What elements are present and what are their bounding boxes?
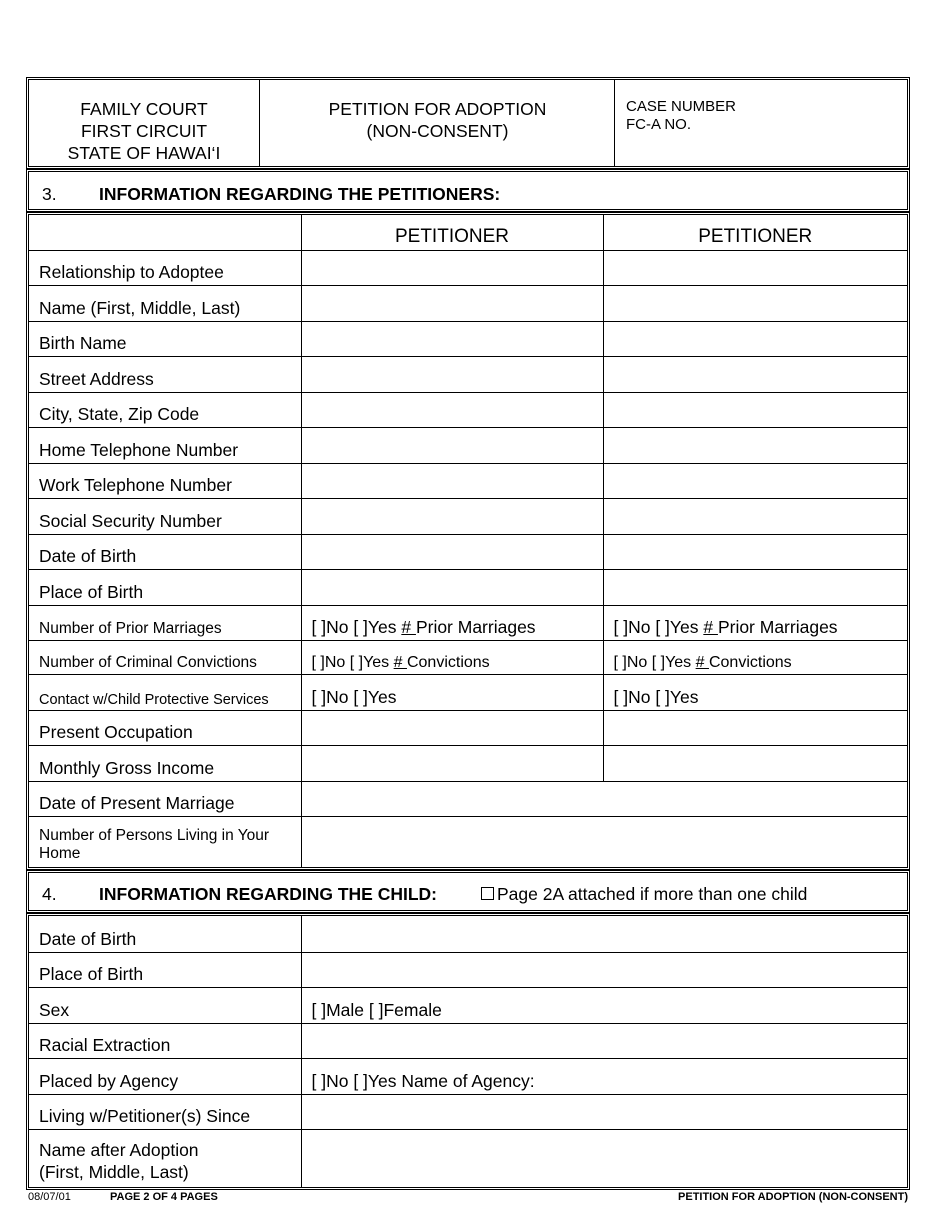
footer-form-name: PETITION FOR ADOPTION (NON-CONSENT) xyxy=(678,1191,908,1203)
petitioner-1-field[interactable] xyxy=(301,569,603,605)
table-row xyxy=(29,745,907,781)
count-blank[interactable]: # xyxy=(695,653,709,671)
yes-no-checkboxes[interactable]: [ ]No [ ]Yes xyxy=(613,653,696,671)
section-number: 3. xyxy=(42,184,57,204)
yes-no-checkboxes[interactable]: [ ]No [ ]Yes xyxy=(311,616,402,637)
petitioner-2-field[interactable] xyxy=(603,356,907,392)
petitioner-2-field[interactable] xyxy=(603,745,907,781)
row-label: Place of Birth xyxy=(29,569,301,605)
form-header xyxy=(26,77,910,169)
section-4-header xyxy=(26,870,910,913)
case-number-prefix: FC-A NO. xyxy=(626,116,692,133)
row-label: Racial Extraction xyxy=(29,1023,301,1058)
table-row xyxy=(29,710,907,745)
petitioners-table xyxy=(26,212,910,870)
row-label: Number of Persons Living in Your Home xyxy=(29,816,301,867)
court-line-1: FAMILY COURT xyxy=(80,99,208,119)
section-3-header xyxy=(26,169,910,212)
child-birth-date-field[interactable] xyxy=(301,916,907,952)
petitioner-1-header: PETITIONER xyxy=(301,215,603,250)
form-title-line-1: PETITION FOR ADOPTION xyxy=(328,99,547,119)
table-row xyxy=(29,1023,907,1058)
court-line-2: FIRST CIRCUIT xyxy=(80,121,208,141)
row-label: Sex xyxy=(29,987,301,1023)
petitioner-1-prior-marriages[interactable] xyxy=(301,605,603,640)
table-row xyxy=(29,605,907,640)
petitioner-1-field[interactable] xyxy=(301,427,603,463)
table-row xyxy=(29,1094,907,1129)
row-label: Number of Prior Marriages xyxy=(29,605,301,640)
table-row xyxy=(29,356,907,392)
row-label xyxy=(29,1129,301,1187)
petitioner-1-field[interactable] xyxy=(301,285,603,321)
table-row xyxy=(29,250,907,285)
case-number-label: CASE NUMBER xyxy=(626,98,737,115)
row-label: Social Security Number xyxy=(29,498,301,534)
placed-by-agency-options[interactable]: [ ]No [ ]Yes Name of Agency: xyxy=(301,1058,907,1094)
table-header-row xyxy=(29,215,907,250)
row-label: Name (First, Middle, Last) xyxy=(29,285,301,321)
petitioner-2-field[interactable] xyxy=(603,534,907,569)
table-row xyxy=(29,321,907,356)
petitioner-2-field[interactable] xyxy=(603,569,907,605)
court-line-3: STATE OF HAWAI‘I xyxy=(67,143,221,163)
attachment-note-text: Page 2A attached if more than one child xyxy=(497,884,808,904)
table-row xyxy=(29,1058,907,1094)
child-info-table xyxy=(26,913,910,1190)
petitioner-2-field[interactable] xyxy=(603,321,907,356)
petitioner-1-field[interactable] xyxy=(301,321,603,356)
petitioner-2-cps-contact[interactable]: [ ]No [ ]Yes xyxy=(603,674,907,710)
petitioner-1-cps-contact[interactable]: [ ]No [ ]Yes xyxy=(301,674,603,710)
count-blank[interactable]: # xyxy=(703,616,718,637)
row-label: Street Address xyxy=(29,356,301,392)
petitioner-1-convictions[interactable] xyxy=(301,640,603,674)
attachment-note[interactable] xyxy=(481,884,807,905)
table-row xyxy=(29,569,907,605)
unit-label: Convictions xyxy=(708,653,792,671)
petitioner-1-field[interactable] xyxy=(301,498,603,534)
page-indicator: PAGE 2 OF 4 PAGES xyxy=(110,1191,218,1203)
racial-extraction-field[interactable] xyxy=(301,1023,907,1058)
petitioner-1-field[interactable] xyxy=(301,392,603,427)
row-label: Home Telephone Number xyxy=(29,427,301,463)
row-label: Place of Birth xyxy=(29,952,301,987)
present-marriage-date-field[interactable] xyxy=(301,781,907,816)
petitioner-2-field[interactable] xyxy=(603,285,907,321)
table-row xyxy=(29,463,907,498)
petitioner-2-field[interactable] xyxy=(603,463,907,498)
row-label: Placed by Agency xyxy=(29,1058,301,1094)
row-label-line-1: Name after Adoption xyxy=(39,1140,199,1160)
page-footer xyxy=(28,1190,908,1206)
table-row xyxy=(29,816,907,867)
form-title-line-2: (NON-CONSENT) xyxy=(366,121,509,141)
child-birth-place-field[interactable] xyxy=(301,952,907,987)
petitioner-2-header: PETITIONER xyxy=(603,215,907,250)
row-label: Living w/Petitioner(s) Since xyxy=(29,1094,301,1129)
section-number: 4. xyxy=(42,884,57,904)
row-label-line-2: (First, Middle, Last) xyxy=(39,1162,189,1182)
yes-no-checkboxes[interactable]: [ ]No [ ]Yes xyxy=(613,616,704,637)
petitioner-1-field[interactable] xyxy=(301,710,603,745)
table-row xyxy=(29,987,907,1023)
section-title: INFORMATION REGARDING THE CHILD: xyxy=(99,884,437,904)
count-blank[interactable]: # xyxy=(401,616,416,637)
form-revision-date: 08/07/01 xyxy=(28,1191,71,1203)
row-label: Date of Present Marriage xyxy=(29,781,301,816)
row-label: City, State, Zip Code xyxy=(29,392,301,427)
count-blank[interactable]: # xyxy=(393,653,407,671)
table-row xyxy=(29,392,907,427)
table-row xyxy=(29,285,907,321)
unit-label: Prior Marriages xyxy=(415,616,536,637)
petitioner-1-field[interactable] xyxy=(301,356,603,392)
name-after-adoption-field[interactable] xyxy=(301,1129,907,1187)
row-label: Contact w/Child Protective Services xyxy=(29,674,301,710)
table-row xyxy=(29,916,907,952)
petitioner-1-field[interactable] xyxy=(301,463,603,498)
petitioner-1-field[interactable] xyxy=(301,250,603,285)
row-label: Date of Birth xyxy=(29,534,301,569)
case-number-block[interactable] xyxy=(616,80,907,166)
header-cell-blank xyxy=(29,215,301,250)
table-row xyxy=(29,427,907,463)
petitioner-2-field[interactable] xyxy=(603,498,907,534)
row-label: Relationship to Adoptee xyxy=(29,250,301,285)
petitioner-2-field[interactable] xyxy=(603,250,907,285)
table-row xyxy=(29,640,907,674)
petitioner-2-field[interactable] xyxy=(603,427,907,463)
row-label: Number of Criminal Convictions xyxy=(29,640,301,674)
child-sex-options[interactable]: [ ]Male [ ]Female xyxy=(301,987,907,1023)
table-row xyxy=(29,534,907,569)
unit-label: Prior Marriages xyxy=(717,616,838,637)
checkbox-icon[interactable] xyxy=(481,887,494,900)
table-row xyxy=(29,952,907,987)
section-title: INFORMATION REGARDING THE PETITIONERS: xyxy=(99,184,501,204)
table-row xyxy=(29,498,907,534)
row-label: Monthly Gross Income xyxy=(29,745,301,781)
petitioner-2-field[interactable] xyxy=(603,392,907,427)
row-label: Date of Birth xyxy=(29,916,301,952)
petitioner-2-prior-marriages[interactable] xyxy=(603,605,907,640)
petitioner-1-field[interactable] xyxy=(301,534,603,569)
yes-no-checkboxes[interactable]: [ ]No [ ]Yes xyxy=(311,653,394,671)
petitioner-2-convictions[interactable] xyxy=(603,640,907,674)
persons-in-home-field[interactable] xyxy=(301,816,907,867)
row-label: Birth Name xyxy=(29,321,301,356)
petitioner-1-field[interactable] xyxy=(301,745,603,781)
living-since-field[interactable] xyxy=(301,1094,907,1129)
court-name-block xyxy=(29,80,260,166)
table-row xyxy=(29,674,907,710)
unit-label: Convictions xyxy=(406,653,490,671)
row-label: Present Occupation xyxy=(29,710,301,745)
row-label: Work Telephone Number xyxy=(29,463,301,498)
table-row xyxy=(29,781,907,816)
petitioner-2-field[interactable] xyxy=(603,710,907,745)
form-title-block xyxy=(261,80,615,166)
table-row xyxy=(29,1129,907,1187)
